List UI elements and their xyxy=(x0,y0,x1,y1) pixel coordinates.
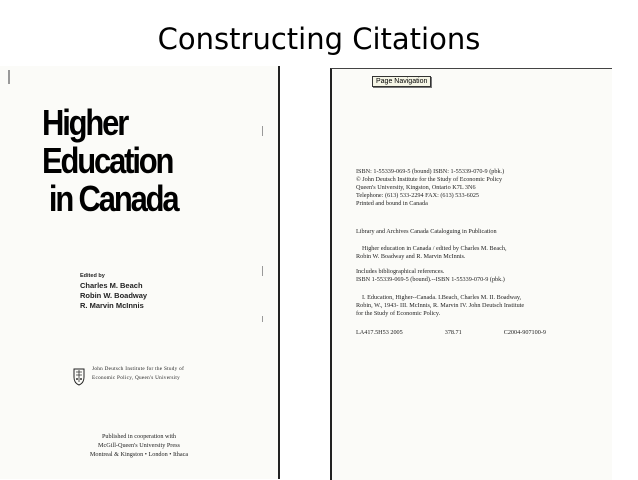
publisher-line: McGill-Queen's University Press xyxy=(98,442,180,449)
imprint-block xyxy=(356,168,606,208)
cip-subjects-block xyxy=(356,294,606,318)
publisher-block xyxy=(0,432,278,459)
cip-line: Robin, W., 1943- III. McInnis, R. Marvin IV. John Deutsch Institute xyxy=(356,302,525,309)
imprint-line: Printed and bound in Canada xyxy=(356,200,428,207)
cip-line: for the Study of Economic Policy. xyxy=(356,310,441,317)
copyright-page-scan xyxy=(330,68,612,480)
cip-line: ISBN 1-55339-069-5 (bound).--ISBN 1-55339-070-9 (pbk.) xyxy=(356,276,505,283)
imprint-line: ISBN: 1-55339-069-5 (bound) ISBN: 1-55339-070-9 (pbk.) xyxy=(356,168,505,175)
scan-mark xyxy=(8,70,10,84)
editor-name: R. Marvin McInnis xyxy=(80,301,144,310)
edited-by-label: Edited by xyxy=(80,273,105,279)
cip-title-block xyxy=(356,245,606,261)
cip-line: Robin W. Boadway and R. Marvin McInnis. xyxy=(356,253,466,260)
book-title-line: Higher xyxy=(42,102,128,143)
slide-title: Constructing Citations xyxy=(157,22,481,56)
institute-name xyxy=(92,365,184,383)
book-title-line: Education xyxy=(42,140,173,181)
institute-line: Economic Policy, Queen's University xyxy=(92,375,181,381)
editor-name: Robin W. Boadway xyxy=(80,291,148,300)
editors-block xyxy=(80,271,147,311)
editor-name: Charles M. Beach xyxy=(80,281,143,290)
page-navigation-button[interactable]: Page Navigation xyxy=(372,76,431,87)
cip-line: Higher education in Canada / edited by Charles M. Beach, xyxy=(362,245,507,252)
scan-mark xyxy=(262,126,263,136)
institute-line: John Deutsch Institute for the Study of xyxy=(92,366,185,372)
imprint-line: © John Deutsch Institute for the Study of Economic Policy xyxy=(356,176,503,183)
cip-refs-block xyxy=(356,268,606,284)
book-title-line: in Canada xyxy=(48,178,178,219)
cip-line: I. Education, Higher--Canada. I.Beach, Charles M. II. Boadway, xyxy=(362,294,522,301)
publisher-line: Published in cooperation with xyxy=(101,433,177,440)
publisher-line: Montreal & Kingston • London • Ithaca xyxy=(89,451,189,458)
lc-call-number: LA417.5H53 2005 xyxy=(356,329,403,336)
call-number-row xyxy=(356,329,606,337)
title-page-scan xyxy=(0,66,280,479)
cip-line: Includes bibliographical references. xyxy=(356,268,445,275)
imprint-line: Queen's University, Kingston, Ontario K7L 3N6 xyxy=(356,184,476,191)
scan-mark xyxy=(262,266,263,276)
book-title xyxy=(42,104,177,218)
imprint-line: Telephone: (613) 533-2294 FAX: (613) 533-6025 xyxy=(356,192,480,199)
cip-heading: Library and Archives Canada Cataloguing in Publication xyxy=(356,228,497,235)
dewey-number: 378.71 xyxy=(444,329,462,336)
scan-mark xyxy=(262,316,263,322)
catalogue-number: C2004-907100-9 xyxy=(503,329,546,336)
crest-icon xyxy=(72,366,86,386)
